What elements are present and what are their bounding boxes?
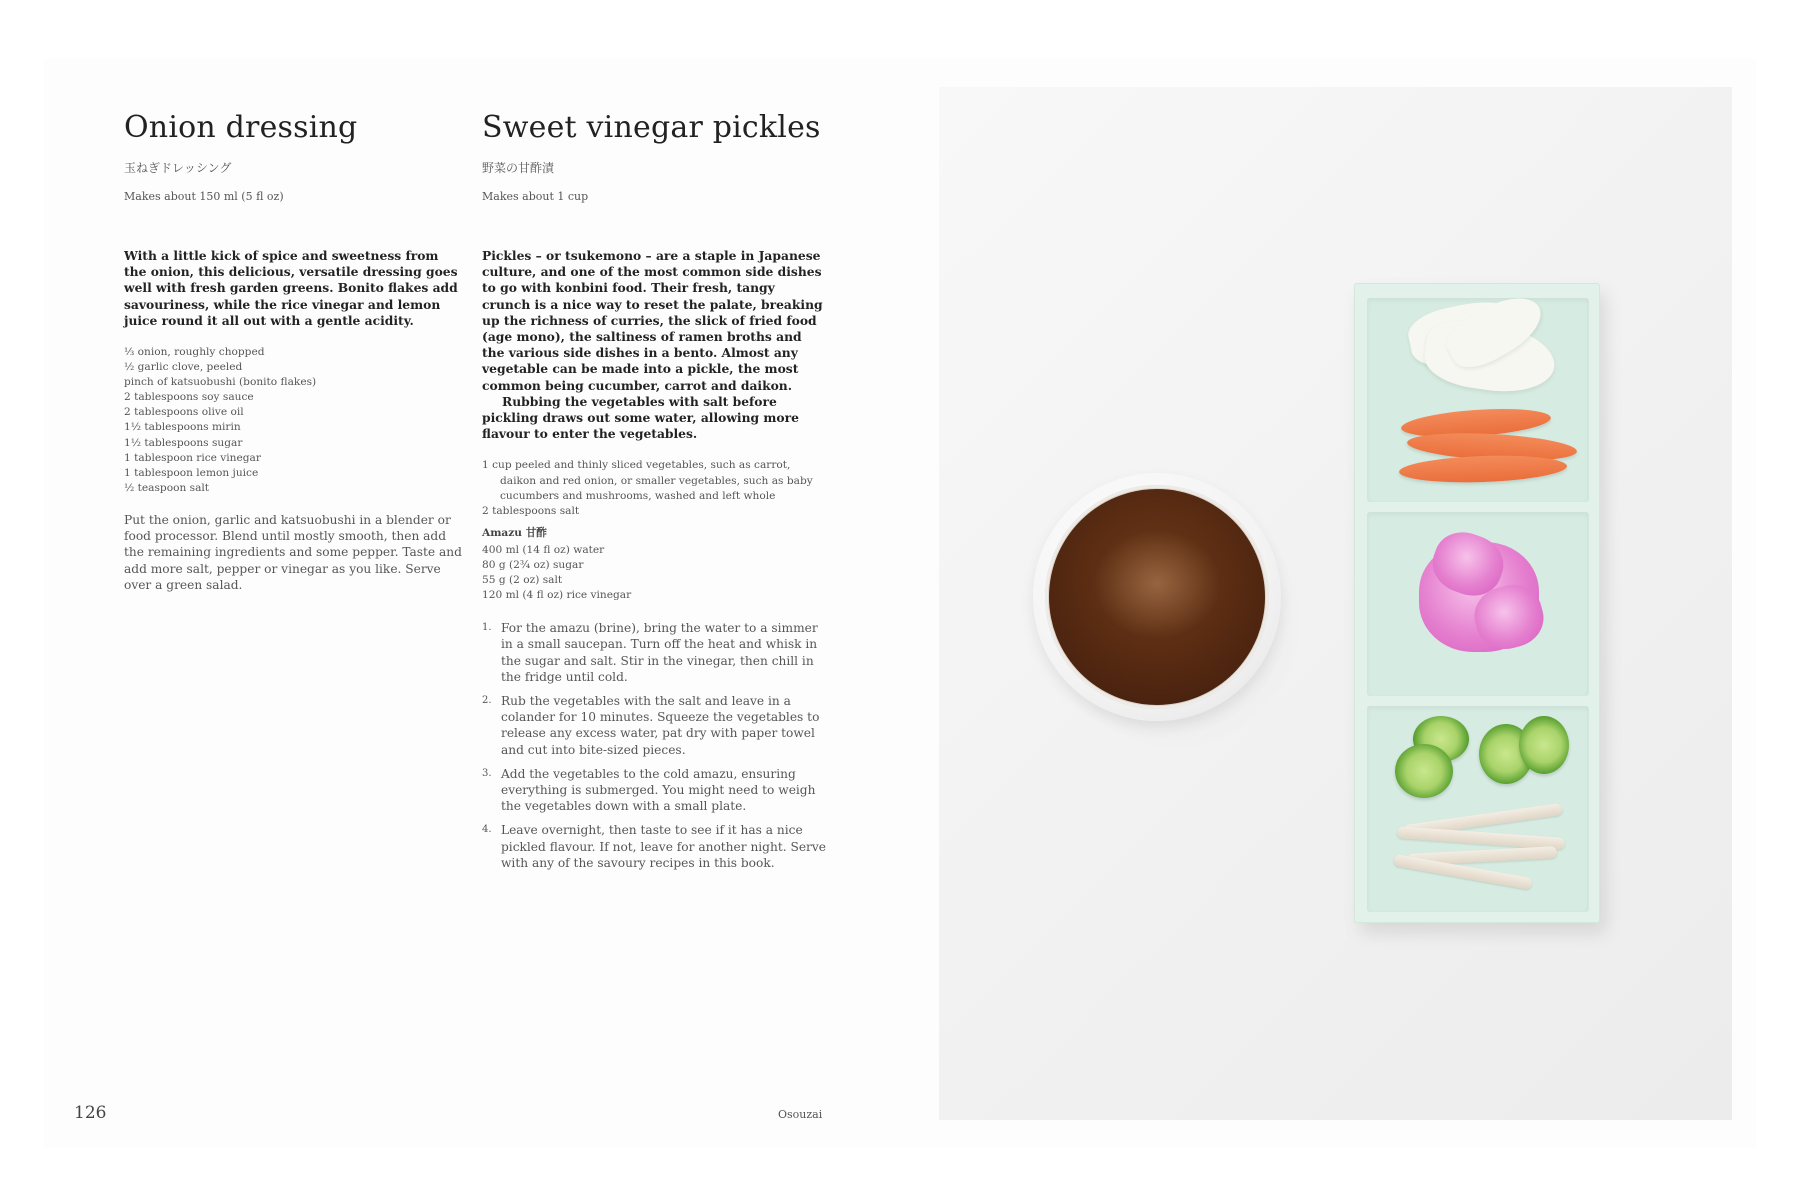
food-photo — [939, 87, 1732, 1120]
ingredient-list — [124, 345, 464, 496]
ingredient-item: 120 ml (4 fl oz) rice vinegar — [482, 589, 632, 602]
recipe-japanese-title: 玉ねぎドレッシング — [124, 161, 232, 175]
method-step — [482, 766, 827, 815]
ingredient-item: 1½ tablespoons sugar — [124, 436, 243, 449]
ingredient-item: 1 tablespoon lemon juice — [124, 466, 259, 479]
method-step — [482, 620, 827, 685]
ingredient-item: ½ teaspoon salt — [124, 481, 210, 494]
recipe-intro-paragraph-2: Rubbing the vegetables with salt before pickling draws out some water, allowing more flavour to enter the vegetables. — [482, 393, 799, 442]
method-text: Put the onion, garlic and katsuobushi in a blender or food processor. Blend until mostly smooth, then add the remaining ingredients and some pepper. Taste and add more salt, pepper or vinegar as you like. Serve over a green salad. — [124, 512, 462, 592]
amazu-subheading: Amazu 甘酢 — [482, 526, 547, 539]
ingredient-item: ½ garlic clove, peeled — [124, 361, 243, 374]
step-number: 4. — [482, 824, 492, 836]
tray-compartment-bottom — [1367, 706, 1589, 912]
recipe-intro — [482, 248, 827, 442]
ingredient-list — [482, 458, 827, 518]
step-number: 2. — [482, 695, 492, 706]
step-text: Rub the vegetables with the salt and leave in a colander for 10 minutes. Squeeze the vegetables to release any excess water, pat dry with paper towel and cut into bite-sized pieces. — [501, 694, 820, 757]
onion-dressing-recipe — [124, 110, 464, 593]
step-text: Add the vegetables to the cold amazu, ensuring everything is submerged. You might need to weigh the vegetables down with a small plate. — [501, 766, 816, 814]
ingredient-item: pinch of katsuobushi (bonito flakes) — [124, 376, 317, 389]
recipe-title: Onion dressing — [124, 110, 358, 145]
pickle-tray — [1354, 283, 1600, 923]
ingredient-item: 80 g (2¾ oz) sugar — [482, 558, 584, 571]
ingredient-item: 2 tablespoons soy sauce — [124, 391, 254, 404]
recipe-japanese-title: 野菜の甘酢漬 — [482, 161, 555, 175]
bowl-rim — [1045, 485, 1269, 709]
method-step — [482, 693, 827, 758]
ingredient-item: 400 ml (14 fl oz) water — [482, 543, 605, 556]
method-step — [482, 822, 827, 871]
carrot-slice — [1399, 453, 1568, 485]
method-steps — [482, 620, 827, 871]
step-number: 1. — [482, 622, 492, 634]
page-number: 126 — [74, 1103, 107, 1123]
ingredient-item: ⅓ onion, roughly chopped — [124, 346, 265, 359]
recipe-intro-text: With a little kick of spice and sweetness from the onion, this delicious, versatile dressing goes well with fresh garden greens. Bonito flakes add savouriness, while the rice vinegar and lemon juice round it all out with a gentle acidity. — [124, 248, 458, 328]
tray-compartment-top — [1367, 298, 1589, 502]
recipe-title: Sweet vinegar pickles — [482, 110, 821, 145]
ingredient-item: 1 tablespoon rice vinegar — [124, 451, 261, 464]
cucumber-slice — [1519, 716, 1569, 774]
recipe-intro — [124, 248, 464, 329]
running-head: Osouzai — [778, 1108, 823, 1121]
onion-dressing — [1049, 489, 1265, 705]
amazu-ingredient-list — [482, 543, 827, 603]
tray-compartment-middle — [1367, 512, 1589, 696]
dressing-bowl — [1033, 473, 1281, 721]
step-number: 3. — [482, 767, 492, 779]
ingredient-item: 1½ tablespoons mirin — [124, 421, 241, 434]
ingredient-item: 1 cup peeled and thinly sliced vegetables, such as carrot, daikon and red onion, or smaller vegetables, such as baby cucumbers and mushrooms, washed and left whole — [482, 459, 813, 502]
recipe-intro-paragraph-1: Pickles – or tsukemono – are a staple in Japanese culture, and one of the most common side dishes to go with konbini food. Their fresh, tangy crunch is a nice way to reset the palate, breaking up the richness of curries, the slick of fried food (age mono), the saltiness of ramen broths and the various side dishes in a bento. Almost any vegetable can be made into a pickle, the most common being cucumber, carrot and daikon. — [482, 248, 823, 393]
ingredient-item: 2 tablespoons salt — [482, 504, 580, 517]
ingredient-item: 2 tablespoons olive oil — [124, 406, 244, 419]
recipe-yield: Makes about 150 ml (5 fl oz) — [124, 190, 284, 203]
dressing-highlight — [1093, 529, 1221, 639]
step-text: For the amazu (brine), bring the water to a simmer in a small saucepan. Turn off the heat and whisk in the sugar and salt. Stir in the vinegar, then chill in the fridge until cold. — [501, 621, 818, 684]
ingredient-item: 55 g (2 oz) salt — [482, 574, 563, 586]
sweet-vinegar-pickles-recipe — [482, 110, 827, 879]
recipe-yield: Makes about 1 cup — [482, 190, 589, 203]
cucumber-slice — [1395, 744, 1453, 798]
step-text: Leave overnight, then taste to see if it has a nice pickled flavour. If not, leave for another night. Serve with any of the savoury recipes in this book. — [501, 823, 826, 870]
